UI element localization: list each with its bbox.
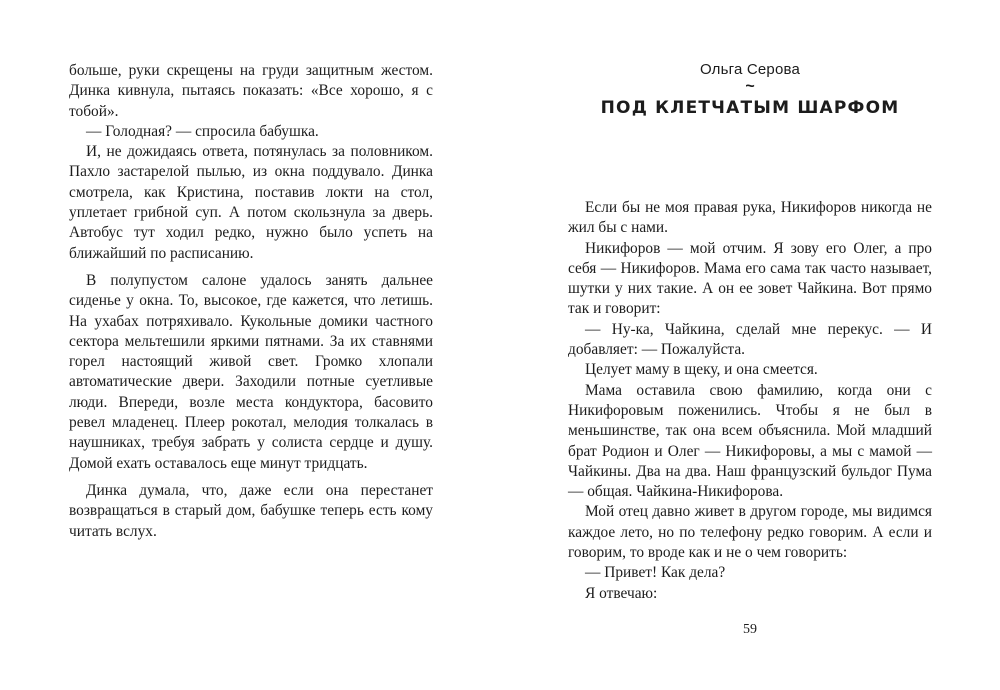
paragraph: Динка думала, что, даже если она перестанет возвращаться в старый дом, бабушке теперь есть кому читать вслух. xyxy=(69,481,433,540)
paragraph: — Привет! Как дела? xyxy=(585,564,726,582)
left-page-text xyxy=(69,61,433,542)
story-title: ПОД КЛЕТЧАТЫМ ШАРФОМ xyxy=(600,98,900,118)
paragraph: Мой отец давно живет в другом городе, мы видимся каждое лето, но по телефону редко говорим. А если и говорим, то вроде как и не о чем говорить: xyxy=(568,503,932,562)
paragraph: Целует маму в щеку, и она смеется. xyxy=(585,361,818,379)
title-ornament: ~ xyxy=(745,78,755,95)
paragraph: — Ну-ка, Чайкина, сделай мне перекус. — И добавляет: — Пожалуйста. xyxy=(568,320,932,359)
paragraph: Если бы не моя правая рука, Никифоров никогда не жил бы с нами. xyxy=(568,199,932,237)
paragraph: — Голодная? — спросила бабушка. xyxy=(86,122,319,140)
right-page xyxy=(500,0,1000,690)
paragraph: В полупустом салоне удалось занять дальнее сиденье у окна. То, высокое, где кажется, что летишь. На ухабах потряхивало. Кукольные домики частного сектора мельтешили яркими пятнами. За их ставнями горел настоящий живой свет. Громко хлопали автоматические двери. Заходили потные суетливые люди. Впереди, возле места кондуктора, басовито ревел младенец. Плеер рокотал, мелодия толкалась в наушниках, требуя забрать у солиста сердце и душу. Домой ехать оставалось еще минут тридцать. xyxy=(69,271,433,472)
paragraph: Я отвечаю: xyxy=(585,584,658,602)
paragraph: Мама оставила свою фамилию, когда они с Никифоровым поженились. Чтобы я не был в меньшинстве, так она всем объяснила. Мой младший брат Родион и Олег — Никифоровы, а мы с мамой — Чайкины. Два на два. Наш французский бульдог Пума — общая. Чайкина-Никифорова. xyxy=(568,381,932,501)
paragraph: Никифоров — мой отчим. Я зову его Олег, а про себя — Никифоров. Мама его сама так часто называет, шутки у них такие. А он ее зовет Чайкина. Вот прямо так и говорит: xyxy=(568,239,932,318)
paragraph: больше, руки скрещены на груди защитным жестом. Динка кивнула, пытаясь показать: «Все хорошо, я с тобой». xyxy=(69,62,433,120)
right-page-text xyxy=(568,198,932,604)
page-number: 59 xyxy=(743,622,757,637)
paragraph: И, не дожидаясь ответа, потянулась за половником. Пахло застарелой пылью, из окна поддувало. Динка смотрела, как Кристина, поставив локти на стол, уплетает грибной суп. А потом скользнула за дверь. Автобус тут ходил редко, нужно было успеть на ближайший по расписанию. xyxy=(69,143,433,262)
author-name: Ольга Серова xyxy=(699,61,801,78)
